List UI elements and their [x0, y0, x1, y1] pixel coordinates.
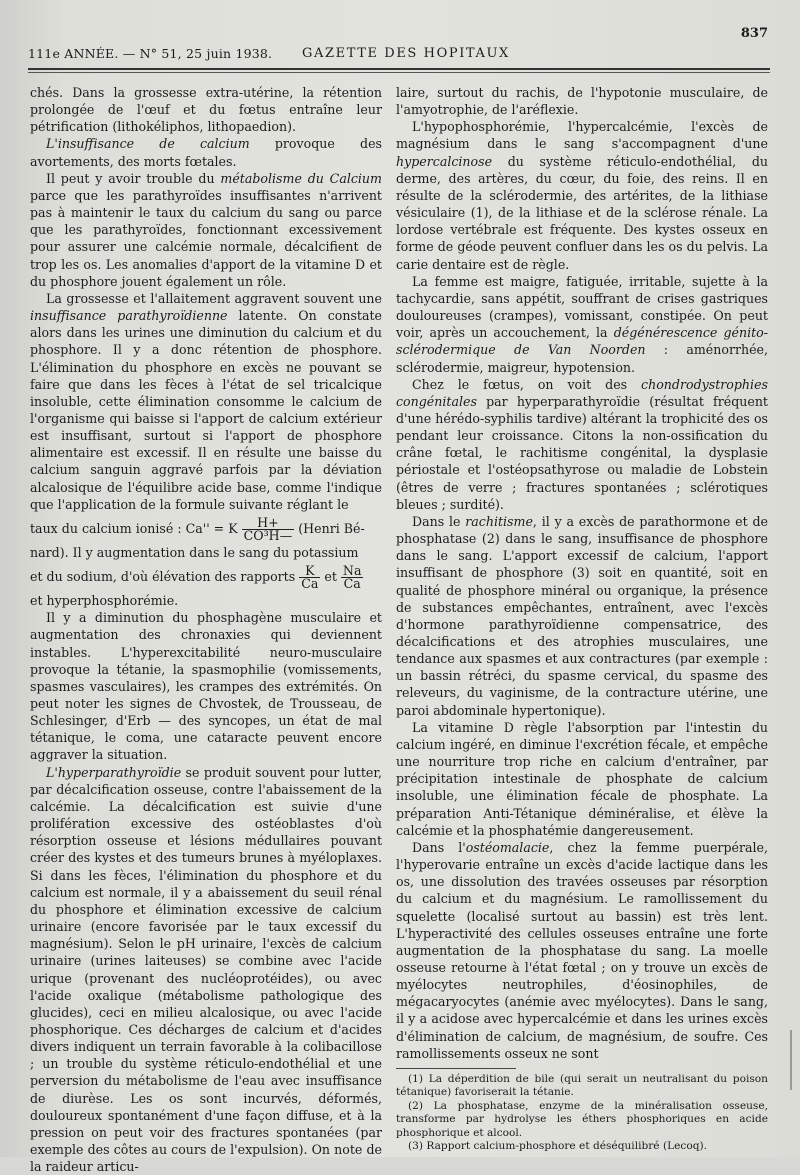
header-rule — [28, 68, 770, 73]
paragraph: Chez le fœtus, on voit des chondrodystrophies congénitales par hyperparathyroïdie (résultat fréquent d'une hérédo-syphilis tardive) altérant la trophicité des os pendant leur croissance. Citons la non-ossification du crâne fœtal, le rachitisme congénital, la dysplasie périostale et l'ostéopsathyrose ou maladie de Lobstein (êtres de verre ; fractures spontanées ; sclérotiques bleues ; surdité). — [396, 376, 768, 512]
paragraph: Il y a diminution du phosphagène musculaire et augmentation des chronaxies qui deviennent instables. L'hyperexcitabilité neuro-musculaire provoque la tétanie, la spasmophilie (vomissements, spasmes vasculaires), les crampes des extrémités. On peut noter les signes de Chvostek, de Trousseau, de Schlesinger, d'Erb — des syncopes, un état de mal tétanique, le coma, une cataracte peuvent encore aggraver la situation. — [30, 610, 382, 763]
page-number: 837 — [740, 26, 768, 41]
ratio-formula: et du sodium, d'où élévation des rapports $\frac{K}{Ca}$ et $\frac{Na}{Ca}$ — [30, 563, 362, 592]
paragraph: La grossesse et l'allaitement aggravent souvent une insuffisance parathyroïdienne latente. On constate alors dans les urines une diminution du calcium et du phosphore. Il y a donc rétention de phosphore. L'élimination du phosphore en excès ne pouvant se faire que dans les fèces à l'état de sel tricalcique insoluble, cette élimination consomme le calcium de l'organisme qui baisse si l'apport de calcium extérieur est insuffisant, surtout si l'apport de phosphore alimentaire est excessif. Il en résulte une baisse du calcium sanguin aggravé parfois par la déviation alcalosique de l'équilibre acide base, comme l'indique que l'application de la formule suivante réglant le — [30, 290, 382, 512]
paragraph: et hyperphosphorémie. — [30, 593, 179, 609]
paragraph: L'insuffisance de calcium provoque des avortements, des morts fœtales. — [30, 136, 382, 169]
right-column — [396, 84, 769, 1153]
paragraph: Il peut y avoir trouble du métabolisme du Calcium parce que les parathyroïdes insuffisantes n'arrivent pas à maintenir le taux du calcium du sang ou parce que les parathyroïdes, fonctionnant excessivement pour assurer une calcémie normale, décalcifient de trop les os. Les anomalies d'apport de la vitamine D et du phosphore jouent également un rôle. — [30, 170, 382, 289]
footnote: (3) Rapport calcium-phosphore et déséquilibré (Lecoq). — [408, 1140, 707, 1153]
paragraph: Dans le rachitisme, il y a excès de parathormone et de phosphatase (2) dans le sang, insuffisance de phosphore dans le sang. L'apport excessif de calcium, l'apport insuffisant de phosphore (3) soit en quantité, soit en qualité de phosphore minéral ou organique, la présence de substances empêchantes, entraînent, avec l'excès d'hormone parathyroïdienne compensatrice, des décalcifications et des atrophies musculaires, une tendance aux spasmes et aux contractures (par exemple : un bassin rétréci, du spasme cervical, du spasme des releveurs, du vaginisme, de la contracture utérine, une paroi abdominale hypertonique). — [396, 513, 768, 718]
paragraph: laire, surtout du rachis, de l'hypotonie musculaire, de l'amyotrophie, de l'aréflexie. — [396, 85, 768, 118]
calcium-formula: taux du calcium ionisé : Ca'' = K $\frac{H+}{\text{CO³H—}}$ (Henri Bé- — [30, 514, 365, 543]
footnote: (1) La déperdition de bile (qui serait un neutralisant du poison tétanique) favoriserait la tétanie. — [396, 1072, 768, 1099]
paragraph: chés. Dans la grossesse extra-utérine, la rétention prolongée de l'œuf et du fœtus entraîne leur pétrification (lithokéliphos, lithopaedion). — [30, 85, 382, 135]
journal-title: GAZETTE DES HOPITAUX — [302, 46, 510, 61]
margin-scan-mark — [790, 1030, 792, 1090]
paragraph: La vitamine D règle l'absorption par l'intestin du calcium ingéré, en diminue l'excrétion fécale, et empêche une nourriture trop riche en calcium d'entraîner, par précipitation intestinale de phosphate de calcium insoluble, une élimination fécale de phosphate. La préparation Anti-Tétanique déminéralise, et élève la calcémie et la phosphatémie dangereusement. — [396, 719, 768, 838]
page-header — [28, 26, 770, 72]
footnote-rule — [396, 1068, 516, 1069]
formula-fraction: $\frac{H+}{\text{CO³H—}}$ — [243, 514, 293, 543]
paragraph: La femme est maigre, fatiguée, irritable, sujette à la tachycardie, sans appétit, souffrant de crises gastriques douloureuses (crampes), vomissant, constipée. On peut voir, après un accouchement, la dégénérescence génito-sclérodermique de Van Noorden : aménorrhée, sclérodermie, maigreur, hypotension. — [396, 273, 769, 375]
paragraph: L'hypophosphorémie, l'hypercalcémie, l'excès de magnésium dans le sang s'accompagnent d'une hypercalcinose du système réticulo-endothélial, du derme, des artères, du cœur, du foie, des reins. Il en résulte de la sclérodermie, des artérites, de la lithiase vésiculaire (1), de la lithiase et de la sclérose rénale. La lordose vertébrale est fréquente. Des kystes osseux en forme de géode peuvent confluer dans les os du pelvis. La carie dentaire est de règle. — [396, 119, 768, 272]
paragraph: Dans l'ostéomalacie, chez la femme puerpérale, l'hyperovarie entraîne un excès d'acide lactique dans les os, une dissolution des travées osseuses par résorption du calcium et du magnésium. Le ramollissement du squelette (localisé surtout au bassin) est très lent. L'hyperactivité des cellules osseuses entraîne une forte augmentation de la phosphatase du sang. La moelle osseuse retourne à l'état fœtal ; on y trouve un excès de myélocytes neutrophiles, d'éosinophiles, de mégacaryocytes (anémie avec myélocytes). Dans le sang, il y a acidose avec hypercalcémie et dans les urines excès d'élimination de calcium, de magnésium, de soufre. Ces ramollissements osseux ne sont — [396, 839, 768, 1061]
footnote: (2) La phosphatase, enzyme de la minéralisation osseuse, transforme par hydrolyse les éthers phosphoriques en acide phosphorique et alcool. — [396, 1099, 768, 1139]
ratio-na-ca: $\frac{Na}{Ca}$ — [342, 563, 362, 592]
paragraph: L'hyperparathyroïdie se produit souvent pour lutter, par décalcification osseuse, contre l'abaissement de la calcémie. La décalcification est suivie d'une prolifération excessive des ostéoblastes d'où résorption osseuse et lésions médullaires pouvant créer des kystes et des tumeurs brunes à myéloplaxes. Si dans les fèces, l'élimination du phosphore et du calcium est normale, il y a abaissement du seuil rénal du phosphore et élimination excessive de calcium urinaire (encore favorisée par le taux excessif du magnésium). Selon le pH urinaire, l'excès de calcium urinaire (urines laiteuses) se combine avec l'acide urique (provenant des nucléoprotéides), ou avec l'acide oxalique (métabolisme pathologique des glucides), ceci en milieu alcalosique, ou avec l'acide phosphorique. Ces décharges de calcium et d'acides divers indiquent un terrain favorable à la colibacillose ; un trouble du système réticulo-endothélial et une perversion du métabolisme de l'eau avec insuffisance de diurèse. Les os sont incurvés, déformés, douloureux spontanément d'une façon diffuse, et à la pression on peut voir des fractures spontanées (par exemple des côtes au cours de l'expulsion). On note de la raideur articu- — [30, 764, 382, 1175]
ratio-k-ca: $\frac{K}{Ca}$ — [301, 563, 319, 592]
issue-info: 111e ANNÉE. — N° 51, 25 juin 1938. — [28, 46, 273, 61]
paragraph: nard). Il y augmentation dans le sang du potassium — [30, 544, 359, 560]
left-column — [30, 84, 382, 1175]
